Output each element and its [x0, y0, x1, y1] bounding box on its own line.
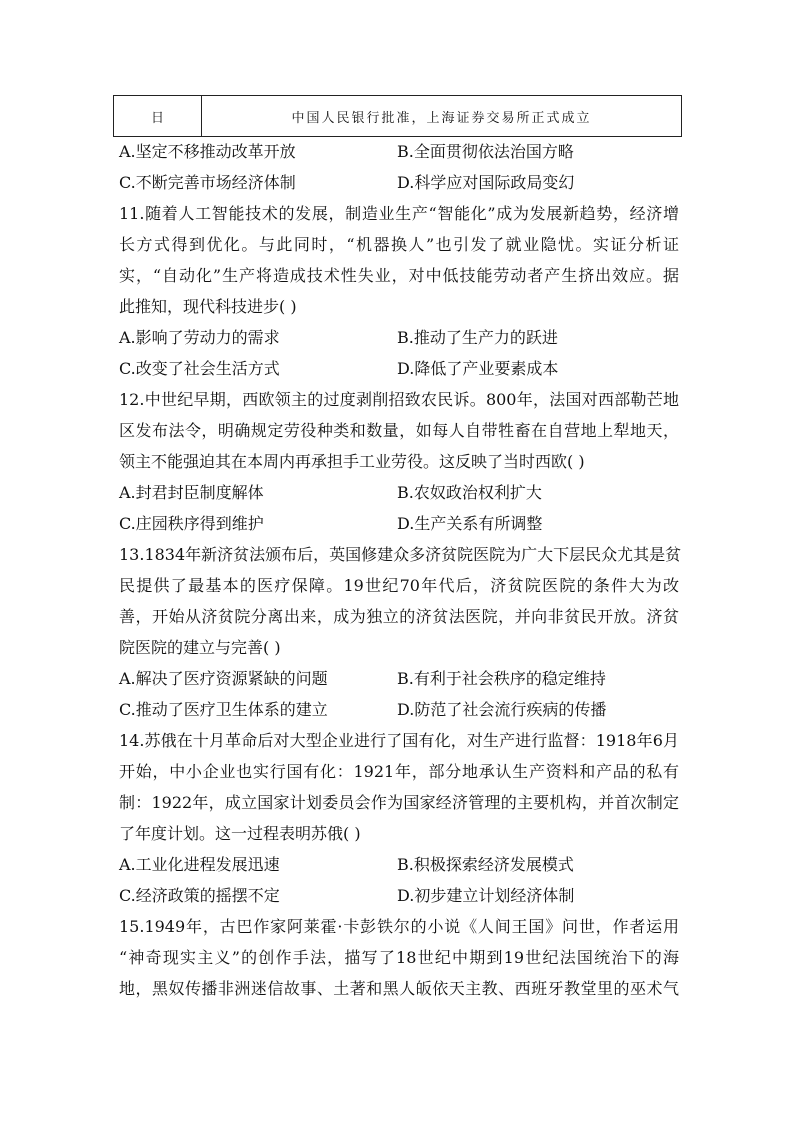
- q14-stem-line: 14.苏俄在十月革命后对大型企业进行了国有化，对生产进行监督：1918年6月: [119, 731, 679, 750]
- q12-option-c[interactable]: C.庄园秩序得到维护: [119, 514, 264, 533]
- q11-options-row-2: [119, 353, 679, 384]
- q15-stem-line: 地，黑奴传播非洲迷信故事、土著和黑人皈依天主教、西班牙教堂里的巫术气: [119, 979, 679, 998]
- q13-stem-line: 院医院的建立与完善( ): [119, 638, 281, 657]
- q11-stem-line: 长方式得到优化。与此同时，“机器换人”也引发了就业隐忧。实证分析证: [119, 235, 679, 254]
- q11-stem-line: 实，“自动化”生产将造成技术性失业，对中低技能劳动者产生挤出效应。据: [119, 266, 679, 285]
- q13-options-row-2: [119, 694, 679, 725]
- q15-stem-line: “神奇现实主义”的创作手法，描写了18世纪中期到19世纪法国统治下的海: [119, 948, 679, 967]
- q14-stem-line: 制：1922年，成立国家计划委员会作为国家经济管理的主要机构，并首次制定: [119, 793, 679, 812]
- q13-options-row-1: [119, 663, 679, 694]
- q13-option-a[interactable]: A.解决了医疗资源紧缺的问题: [119, 669, 328, 688]
- q11-option-d[interactable]: D.降低了产业要素成本: [397, 359, 559, 378]
- q13-stem-line: 善，开始从济贫院分离出来，成为独立的济贫法医院，并向非贫民开放。济贫: [119, 607, 679, 626]
- q11-option-a[interactable]: A.影响了劳动力的需求: [119, 328, 280, 347]
- q14-stem-line: 开始，中小企业也实行国有化：1921年，部分地承认生产资料和产品的私有: [119, 762, 679, 781]
- q13-stem-line: 13.1834年新济贫法颁布后，英国修建众多济贫院医院为广大下层民众尤其是贫: [119, 545, 682, 564]
- q10-option-d[interactable]: D.科学应对国际政局变幻: [397, 173, 575, 192]
- q12-option-b[interactable]: B.农奴政治权利扩大: [397, 483, 542, 502]
- q11-option-b[interactable]: B.推动了生产力的跃进: [397, 328, 558, 347]
- q13-option-c[interactable]: C.推动了医疗卫生体系的建立: [119, 700, 328, 719]
- q14-option-d[interactable]: D.初步建立计划经济体制: [397, 886, 575, 905]
- q12-options-row-1: [119, 477, 679, 508]
- q11-options-row-1: [119, 322, 679, 353]
- q12-stem-line: 领主不能强迫其在本周内再承担手工业劳役。这反映了当时西欧( ): [119, 452, 585, 471]
- q11-stem-line: 此推知，现代科技进步( ): [119, 297, 297, 316]
- q13-stem-line: 民提供了最基本的医疗保障。19世纪70年代后，济贫院医院的条件大为改: [119, 576, 679, 595]
- q10-option-a[interactable]: A.坚定不移推动改革开放: [119, 142, 296, 161]
- q12-stem-line: 12.中世纪早期，西欧领主的过度剥削招致农民诉。800年，法国对西部勒芒地: [119, 390, 679, 409]
- q14-option-c[interactable]: C.经济政策的摇摆不定: [119, 886, 280, 905]
- q13-option-d[interactable]: D.防范了社会流行疾病的传播: [397, 700, 607, 719]
- q10-option-c[interactable]: C.不断完善市场经济体制: [119, 173, 296, 192]
- table-date-cell: 日: [114, 96, 202, 136]
- q13-option-b[interactable]: B.有利于社会秩序的稳定维持: [397, 669, 606, 688]
- q11-stem-line: 11.随着人工智能技术的发展，制造业生产“智能化”成为发展新趋势，经济增: [119, 204, 679, 223]
- q12-option-d[interactable]: D.生产关系有所调整: [397, 514, 543, 533]
- q14-option-a[interactable]: A.工业化进程发展迅速: [119, 855, 280, 874]
- q14-options-row-1: [119, 849, 679, 880]
- event-table-row: [113, 95, 682, 137]
- q12-option-a[interactable]: A.封君封臣制度解体: [119, 483, 264, 502]
- q15-stem-line: 15.1949年，古巴作家阿莱霍·卡彭铁尔的小说《人间王国》问世，作者运用: [119, 917, 679, 936]
- q10-options-row-2: [119, 167, 679, 198]
- q12-options-row-2: [119, 508, 679, 539]
- table-event-cell: 中国人民银行批准，上海证券交易所正式成立: [291, 110, 592, 126]
- question-content: [119, 136, 682, 1004]
- q11-option-c[interactable]: C.改变了社会生活方式: [119, 359, 280, 378]
- q14-stem-line: 了年度计划。这一过程表明苏俄( ): [119, 824, 361, 843]
- q10-options-row-1: [119, 136, 679, 167]
- q12-stem-line: 区发布法令，明确规定劳役种类和数量，如每人自带牲畜在自营地上犁地天，: [119, 421, 679, 440]
- q14-options-row-2: [119, 880, 679, 911]
- q10-option-b[interactable]: B.全面贯彻依法治国方略: [397, 142, 574, 161]
- q14-option-b[interactable]: B.积极探索经济发展模式: [397, 855, 574, 874]
